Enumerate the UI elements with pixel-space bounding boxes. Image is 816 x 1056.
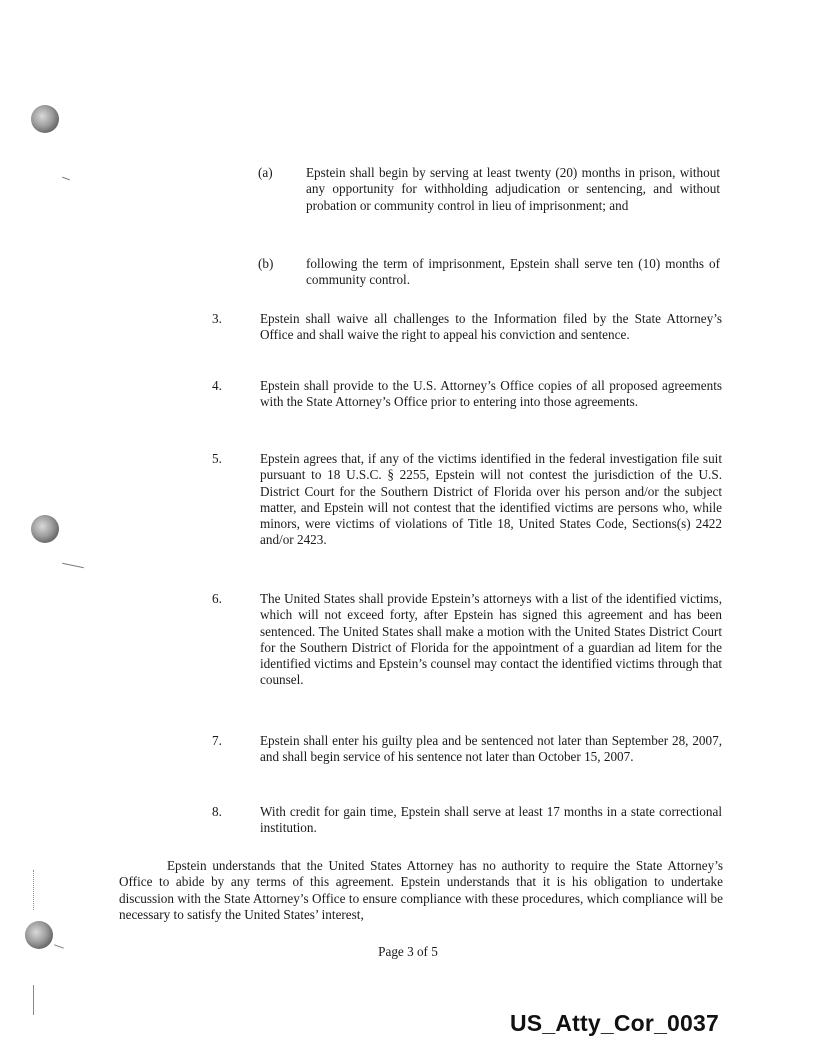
item-text: Epstein shall provide to the U.S. Attorney’s Office copies of all proposed agreements with the State Attorney’s Office prior to entering into those agreements. [260,378,722,410]
item-text: The United States shall provide Epstein’s attorneys with a list of the identified victims, which will not exceed forty, after Epstein has signed this agreement and has been sentenced. The United States shall make a motion with the United States District Court for the Southern District of Florida for the appointment of a guardian ad litem for the identified victims and Epstein’s counsel may contact the identified victims through that counsel. [260,591,722,688]
subitem-a [258,165,728,235]
subitem-label: (b) [258,256,274,271]
closing-paragraph: Epstein understands that the United States Attorney has no authority to require the State Attorney’s Office to abide by any terms of this agreement. Epstein understands that it is his obligation to undertake discussion with the State Attorney’s Office to ensure compliance with these procedures, which compliance will be necessary to satisfy the United States’ interest, [119,858,723,922]
scan-edge-line [33,985,34,1015]
scan-mark [62,177,70,181]
subitem-b [258,256,728,290]
scan-edge-line [33,870,34,910]
subitem-text: following the term of imprisonment, Epstein shall serve ten (10) months of community control. [306,256,720,288]
item-number: 4. [212,378,222,393]
item-text: Epstein shall enter his guilty plea and be sentenced not later than September 28, 2007, and shall begin service of his sentence not later than October 15, 2007. [260,733,722,765]
item-text: Epstein shall waive all challenges to the Information filed by the State Attorney’s Office and shall waive the right to appeal his conviction and sentence. [260,311,722,343]
item-number: 5. [212,451,222,466]
scan-mark [62,563,84,569]
page-number: Page 3 of 5 [378,944,438,959]
item-number: 8. [212,804,222,819]
binder-hole-middle [31,515,59,543]
item-text: Epstein agrees that, if any of the victims identified in the federal investigation file suit pursuant to 18 U.S.C. § 2255, Epstein will not contest the jurisdiction of the U.S. District Court for the Southern District of Florida over his person and/or the subject matter, and Epstein will not contest that the identified victims are persons who, while minors, were victims of violations of Title 18, United States Code, Sections(s) 2422 and/or 2423. [260,451,722,548]
item-text: With credit for gain time, Epstein shall serve at least 17 months in a state correctional institution. [260,804,722,836]
item-number: 3. [212,311,222,326]
subitem-text: Epstein shall begin by serving at least twenty (20) months in prison, without any opportunity for withholding adjudication or sentencing, and without probation or community control in lieu of imprisonment; and [306,165,720,213]
item-number: 7. [212,733,222,748]
item-number: 6. [212,591,222,606]
binder-hole-top [31,105,59,133]
bates-stamp: US_Atty_Cor_0037 [510,1010,720,1036]
subitem-label: (a) [258,165,273,180]
